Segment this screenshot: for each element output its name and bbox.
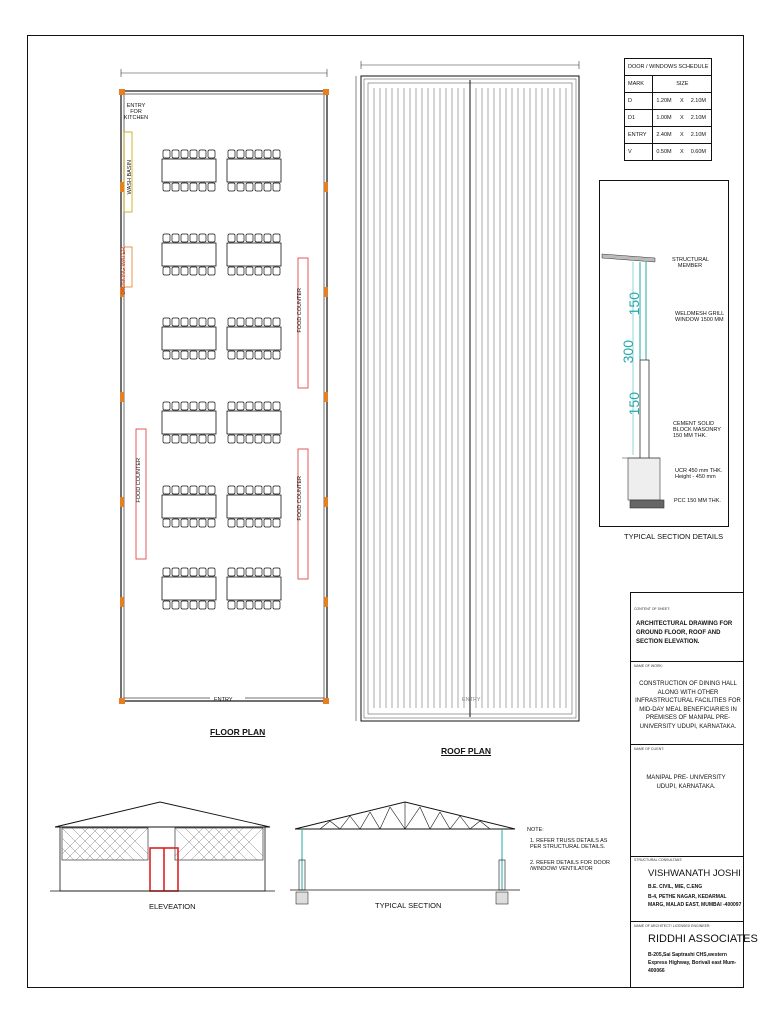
schedule-mark: D1: [625, 110, 653, 127]
section-details-title: TYPICAL SECTION DETAILS: [624, 532, 724, 541]
tb-consultant-addr: B-4, PETHE NAGAR, KEDARMAL MARG, MALAD EAST, MUMBAI -400097: [648, 894, 742, 908]
dim-total-label: 300: [620, 340, 636, 364]
tb-architect-label: NAME OF ARCHITECT/ LICENSED ENGINEER:: [634, 924, 711, 928]
elevation-drawing: [50, 800, 275, 900]
tb-firm: RIDDHI ASSOCIATES: [648, 933, 758, 945]
schedule-x: X: [677, 110, 688, 127]
schedule-mark: V: [625, 144, 653, 161]
wash-basin-label: WASH BASIN: [127, 160, 133, 195]
roof-entry-label: ENTRY: [462, 697, 481, 703]
tb-firm-addr: B-205,Sai Saptrashi CHS,western Express Highway, Borivali east Mum- 400066: [648, 952, 737, 974]
typical-section-drawing: [290, 800, 520, 908]
table-group: [225, 232, 283, 277]
schedule-width: 1.20M: [653, 93, 677, 110]
table-group: [160, 484, 218, 529]
table-group: [225, 148, 283, 193]
note-item: 2. REFER DETAILS FOR DOOR /WINDOW/ VENTILATOR: [530, 860, 610, 872]
food-counter-label-2: FOOD COUNTER: [297, 476, 303, 521]
floor-entry-label: ENTRY: [214, 697, 233, 703]
elevation-title: ELEVEATION: [149, 902, 196, 911]
tb-work: CONSTRUCTION OF DINING HALL ALONG WITH OTHER INFRASTRUCTURAL FACILITIES FOR MID-DAY MEAL BENEFICIARIES IN PREMISES OF MANIPAL PRE- UNIVERSITY UDUPI, KARNATAKA.: [635, 681, 741, 730]
pcc-label: PCC 150 MM THK.: [674, 498, 721, 504]
table-group: [160, 566, 218, 611]
structural-member-label: STRUCTURAL MEMBER: [672, 257, 709, 269]
table-group: [225, 316, 283, 361]
title-block-divider: [630, 744, 744, 745]
schedule-x: X: [677, 144, 688, 161]
schedule-x: X: [677, 127, 688, 144]
weldmesh-label: WELDMESH GRILL WINDOW 1500 MM: [675, 311, 725, 323]
roof-plan-title: ROOF PLAN: [441, 746, 492, 756]
section-details-drawing: [600, 240, 670, 515]
table-group: [160, 400, 218, 445]
table-group: [160, 148, 218, 193]
table-row: [625, 144, 712, 161]
schedule-x: X: [677, 93, 688, 110]
schedule-height: 2.10M: [688, 127, 712, 144]
dim-top-label: 150: [626, 292, 642, 316]
schedule-col-mark: MARK: [625, 76, 653, 93]
kitchen-entry-label: ENTRY FOR KITCHEN: [123, 103, 149, 121]
schedule-width: 2.40M: [653, 127, 677, 144]
tb-client: MANIPAL PRE- UNIVERSITY UDUPI, KARNATAKA.: [646, 775, 726, 790]
schedule-mark: D: [625, 93, 653, 110]
drinking-water-label: DRINKING WATER: [121, 247, 127, 295]
table-group: [225, 566, 283, 611]
table-group: [225, 400, 283, 445]
table-row: [625, 127, 712, 144]
tb-work-label: NAME OF WORK:: [634, 664, 663, 668]
notes-heading: NOTE:: [527, 827, 544, 833]
title-block-divider: [630, 661, 744, 662]
tb-consultant-qual: B.E. CIVIL, MIE, C.ENG: [648, 884, 703, 890]
schedule-mark: ENTRY: [625, 127, 653, 144]
floor-plan-title: FLOOR PLAN: [210, 727, 266, 737]
door-window-schedule: [624, 58, 712, 161]
schedule-height: 2.10M: [688, 93, 712, 110]
floor-plan-drawing: [100, 62, 340, 722]
typical-section-title: TYPICAL SECTION: [375, 901, 442, 910]
table-group: [160, 316, 218, 361]
food-counter-label-1: FOOD COUNTER: [297, 288, 303, 333]
tb-client-label: NAME OF CLIENT:: [634, 747, 664, 751]
ucr-label: UCR 450 mm THK. Height - 450 mm: [675, 468, 723, 480]
tb-content: ARCHITECTURAL DRAWING FOR GROUND FLOOR, ROOF AND SECTION ELEVATION.: [636, 621, 733, 645]
block-masonry-label: CEMENT SOLID BLOCK MASONRY 150 MM THK.: [673, 421, 721, 439]
note-item: 1. REFER TRUSS DETAILS AS PER STRUCTURAL DETAILS.: [530, 838, 608, 850]
title-block-divider: [630, 856, 744, 857]
schedule-width: 1.00M: [653, 110, 677, 127]
schedule-height: 2.10M: [688, 110, 712, 127]
title-block-divider: [630, 921, 744, 922]
schedule-height: 0.60M: [688, 144, 712, 161]
tb-consultant-name: VISHWANATH JOSHI: [648, 868, 741, 879]
schedule-header: DOOR / WINDOWS SCHEDULE: [625, 59, 712, 76]
table-group: [225, 484, 283, 529]
column-markers: [119, 89, 329, 704]
schedule-col-size: SIZE: [653, 76, 712, 93]
roof-plan-drawing: [350, 58, 590, 726]
table-group: [160, 232, 218, 277]
food-counter-label-3: FOOD COUNTER: [136, 458, 142, 503]
tb-content-caption: CONTENT OF SHEET:: [634, 607, 670, 611]
dim-bottom-label: 150: [626, 392, 642, 416]
tb-content-label: [630, 597, 748, 615]
table-row: [625, 93, 712, 110]
tb-consultant-label: STRUCTURAL CONSULTANT:: [634, 858, 683, 862]
schedule-width: 0.50M: [653, 144, 677, 161]
table-row: [625, 110, 712, 127]
